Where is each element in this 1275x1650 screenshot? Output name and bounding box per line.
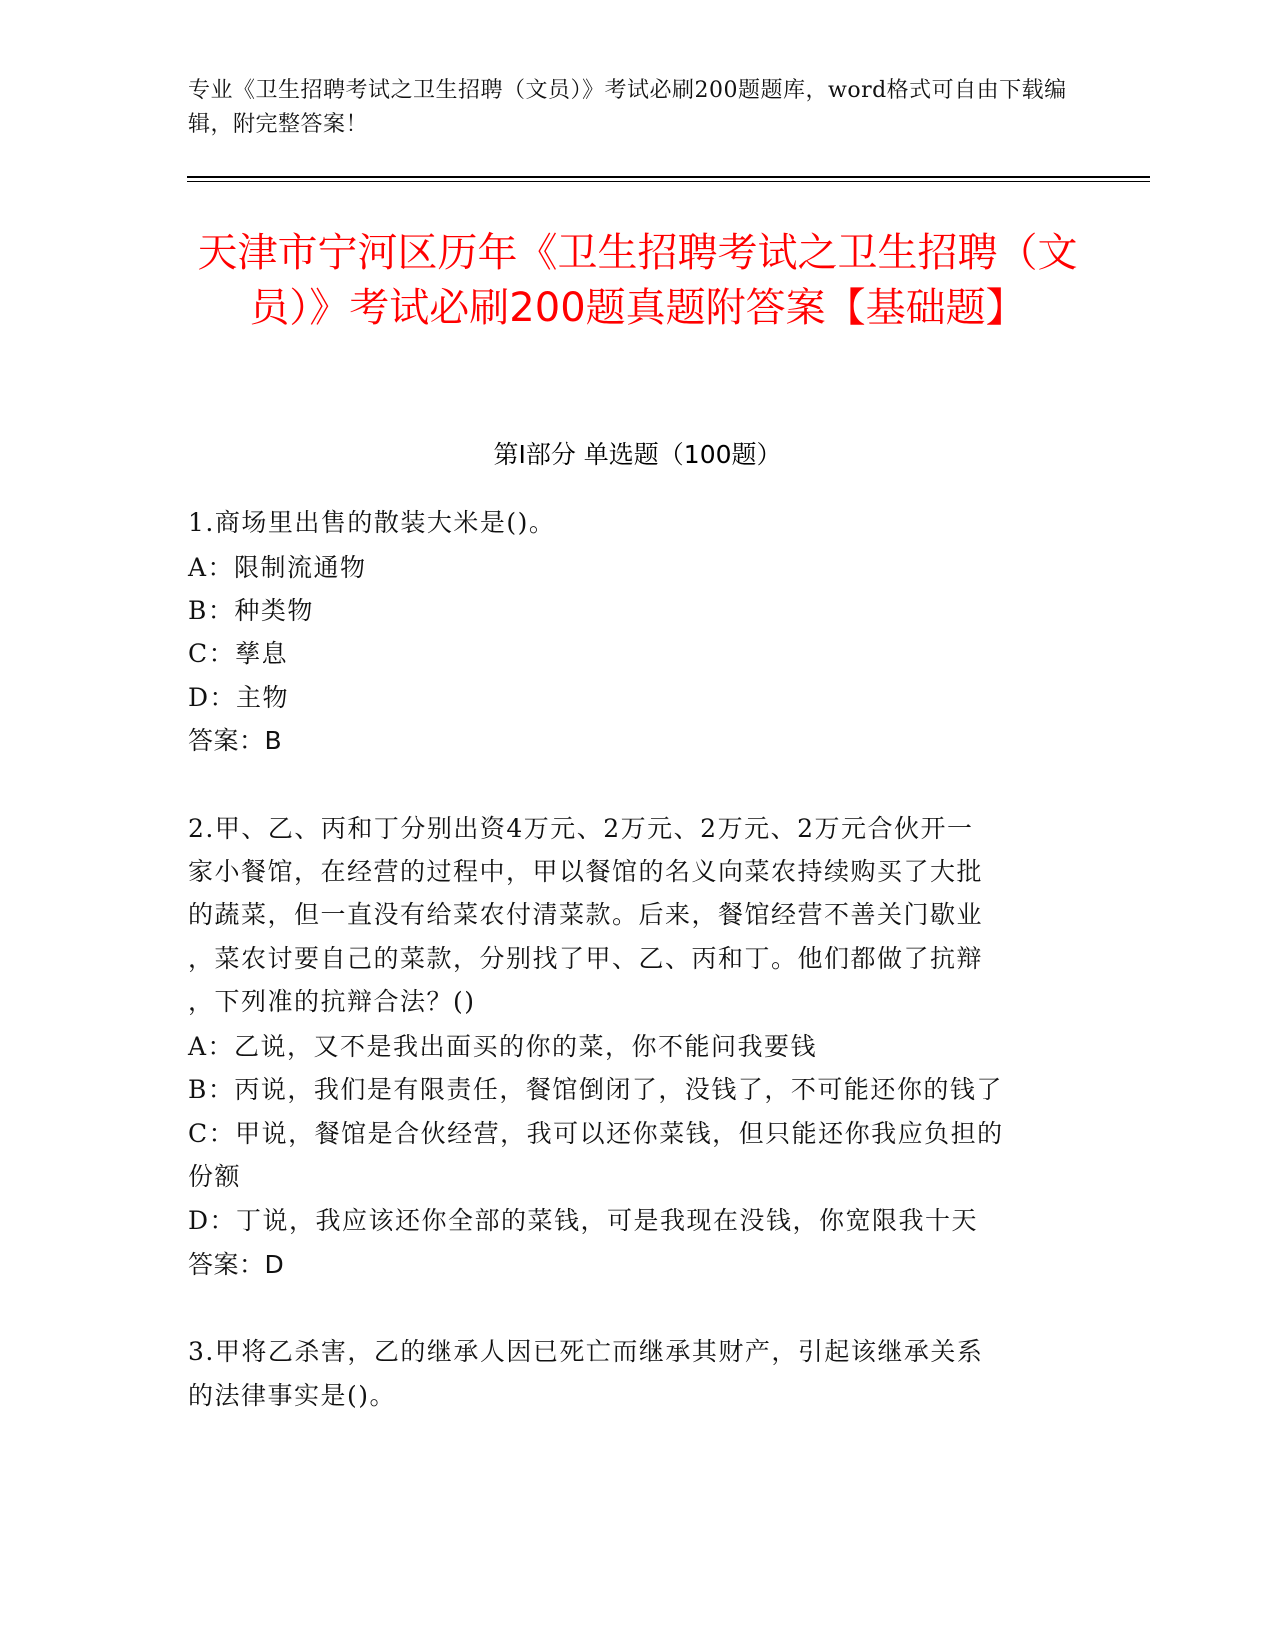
question-1-stem: 1.商场里出售的散装大米是()。 xyxy=(188,508,556,537)
section-title: 第Ⅰ部分 单选题（100题） xyxy=(493,440,782,469)
question-2-stem-line-4: ，菜农讨要自己的菜款，分别找了甲、乙、丙和丁。他们都做了抗辩 xyxy=(188,944,984,973)
question-2-stem-line-1: 2.甲、乙、丙和丁分别出资4万元、2万元、2万元、2万元合伙开一 xyxy=(188,814,974,843)
question-2-option-b: B：丙说，我们是有限责任，餐馆倒闭了，没钱了，不可能还你的钱了 xyxy=(188,1075,1003,1104)
header-divider-thick xyxy=(187,176,1150,178)
question-3-stem-line-2: 的法律事实是()。 xyxy=(188,1381,397,1410)
question-1-option-d: D：主物 xyxy=(188,683,290,712)
question-2-stem-line-3: 的蔬菜，但一直没有给菜农付清菜款。后来，餐馆经营不善关门歇业 xyxy=(188,900,984,929)
question-2-option-c-continued: 份额 xyxy=(188,1162,242,1191)
question-2-answer: 答案：D xyxy=(188,1250,285,1279)
question-2-option-a: A：乙说，又不是我出面买的你的菜，你不能问我要钱 xyxy=(188,1032,818,1061)
question-3-stem-line-1: 3.甲将乙杀害，乙的继承人因已死亡而继承其财产，引起该继承关系 xyxy=(188,1337,984,1366)
question-2-stem-line-2: 家小餐馆，在经营的过程中，甲以餐馆的名义向菜农持续购买了大批 xyxy=(188,857,984,886)
question-1-option-c: C：孳息 xyxy=(188,639,289,668)
question-1-option-b: B：种类物 xyxy=(188,596,314,625)
question-1-answer: 答案：B xyxy=(188,726,283,755)
question-1-option-a: A：限制流通物 xyxy=(188,553,367,582)
header-note: 专业《卫生招聘考试之卫生招聘（文员）》考试必刷200题题库，word格式可自由下载编辑，附完整答案！ xyxy=(188,78,1067,137)
document-title: 天津市宁河区历年《卫生招聘考试之卫生招聘（文员）》考试必刷200题真题附答案【基础题】 xyxy=(197,230,1078,331)
question-2-option-d: D：丁说，我应该还你全部的菜钱，可是我现在没钱，你宽限我十天 xyxy=(188,1206,979,1235)
question-2-stem-line-5: ，下列准的抗辩合法？() xyxy=(188,987,476,1016)
question-2-option-c: C：甲说，餐馆是合伙经营，我可以还你菜钱，但只能还你我应负担的 xyxy=(188,1119,1004,1148)
header-divider-thin xyxy=(187,181,1150,182)
